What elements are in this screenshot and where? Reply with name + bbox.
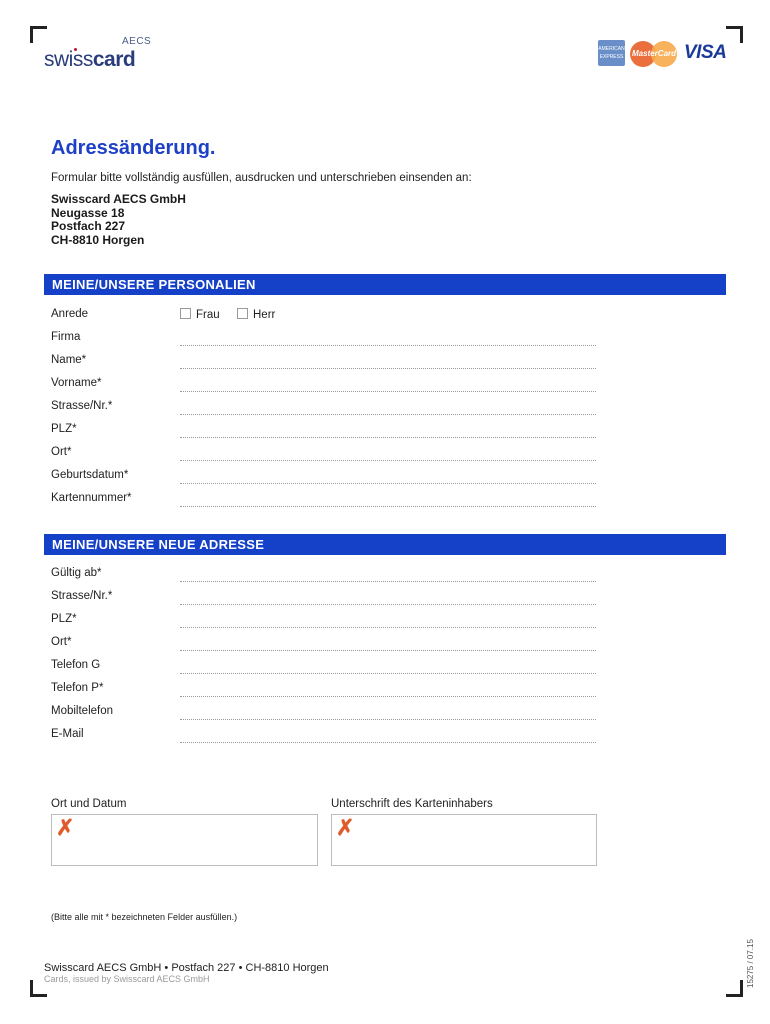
intro-text: Formular bitte vollständig ausfüllen, ausdrucken und unterschrieben einsenden an:	[51, 172, 472, 184]
logo-aecs-text: AECS	[122, 36, 152, 47]
field-row-telefon-p	[51, 678, 596, 700]
input-line-new-strasse[interactable]	[180, 604, 596, 605]
field-row-new-strasse	[51, 586, 596, 608]
address-line: Postfach 227	[51, 219, 126, 233]
logo-swiss-text: swiss	[44, 48, 93, 71]
input-line-geburtsdatum[interactable]	[180, 483, 596, 484]
salutation-label: Anrede	[51, 308, 89, 320]
input-line-mobiltelefon[interactable]	[180, 719, 596, 720]
field-row-new-plz	[51, 609, 596, 631]
field-row-ort	[51, 442, 596, 464]
field-label: Firma	[51, 331, 81, 343]
required-fields-note: (Bitte alle mit * bezeichneten Felder ausfüllen.)	[51, 912, 238, 922]
checkbox-frau[interactable]	[180, 308, 191, 319]
field-label: Gültig ab*	[51, 567, 102, 579]
field-label: Mobiltelefon	[51, 705, 114, 717]
logo-wordmark	[44, 48, 135, 72]
option-frau-label: Frau	[196, 309, 220, 321]
field-label: Strasse/Nr.*	[51, 400, 113, 412]
field-row-strasse	[51, 396, 596, 418]
field-row-gueltig-ab	[51, 563, 596, 585]
amex-logo: AMERICAN EXPRESS	[598, 40, 625, 66]
signature-box[interactable]	[331, 814, 597, 866]
cross-mark-icon: ✗	[336, 815, 355, 840]
mastercard-logo	[630, 41, 678, 67]
swisscard-logo	[44, 36, 154, 72]
input-line-email[interactable]	[180, 742, 596, 743]
input-line-name[interactable]	[180, 368, 596, 369]
field-row-telefon-g	[51, 655, 596, 677]
address-line: Swisscard AECS GmbH	[51, 192, 186, 206]
crop-mark-bottom-right	[726, 980, 743, 997]
field-label: Geburtsdatum*	[51, 469, 129, 481]
field-label: Name*	[51, 354, 87, 366]
address-line: CH-8810 Horgen	[51, 232, 145, 247]
input-line-gueltig-ab[interactable]	[180, 581, 596, 582]
input-line-new-plz[interactable]	[180, 627, 596, 628]
field-row-kartennummer	[51, 488, 596, 510]
input-line-strasse[interactable]	[180, 414, 596, 415]
field-row-geburtsdatum	[51, 465, 596, 487]
field-label: Ort*	[51, 446, 72, 458]
logo-card-text: card	[92, 48, 136, 71]
input-line-telefon-p[interactable]	[180, 696, 596, 697]
signature-label: Unterschrift des Karteninhabers	[331, 798, 493, 810]
field-row-firma	[51, 327, 596, 349]
input-line-kartennummer[interactable]	[180, 506, 596, 507]
field-label: Ort*	[51, 636, 72, 648]
field-label: Strasse/Nr.*	[51, 590, 113, 602]
field-label: Telefon P*	[51, 682, 104, 694]
input-line-ort[interactable]	[180, 460, 596, 461]
input-line-new-ort[interactable]	[180, 650, 596, 651]
input-line-telefon-g[interactable]	[180, 673, 596, 674]
visa-logo: VISA	[684, 42, 727, 63]
option-herr-label: Herr	[253, 309, 276, 321]
place-date-label: Ort und Datum	[51, 798, 127, 810]
field-row-mobiltelefon	[51, 701, 596, 723]
checkbox-herr[interactable]	[237, 308, 248, 319]
field-row-email	[51, 724, 596, 746]
option-frau[interactable]	[180, 308, 220, 321]
mastercard-text: MasterCard	[632, 49, 677, 58]
section-new-address-header: MEINE/UNSERE NEUE ADRESSE	[44, 534, 726, 555]
address-line: Neugasse 18	[51, 205, 125, 220]
footer-issuer: Cards, issued by Swisscard AECS GmbH	[44, 974, 210, 984]
field-row-vorname	[51, 373, 596, 395]
page-title: Adressänderung.	[51, 137, 216, 159]
place-date-box[interactable]	[51, 814, 318, 866]
recipient-address	[51, 193, 186, 247]
field-label: Kartennummer*	[51, 492, 132, 504]
field-label: E-Mail	[51, 728, 84, 740]
field-label: PLZ*	[51, 613, 77, 625]
field-label: Vorname*	[51, 377, 102, 389]
input-line-plz[interactable]	[180, 437, 596, 438]
section-personal-header: MEINE/UNSERE PERSONALIEN	[44, 274, 726, 295]
form-code: 15275 / 07.15	[746, 939, 755, 988]
field-label: Telefon G	[51, 659, 101, 671]
option-herr[interactable]	[237, 308, 275, 321]
field-row-new-ort	[51, 632, 596, 654]
footer-address: Swisscard AECS GmbH • Postfach 227 • CH-8810 Horgen	[44, 962, 329, 974]
crop-mark-top-right	[726, 26, 743, 43]
input-line-vorname[interactable]	[180, 391, 596, 392]
field-row-plz	[51, 419, 596, 441]
field-row-name	[51, 350, 596, 372]
salutation-row	[51, 304, 596, 326]
input-line-firma[interactable]	[180, 345, 596, 346]
field-label: PLZ*	[51, 423, 77, 435]
cross-mark-icon: ✗	[56, 815, 75, 840]
